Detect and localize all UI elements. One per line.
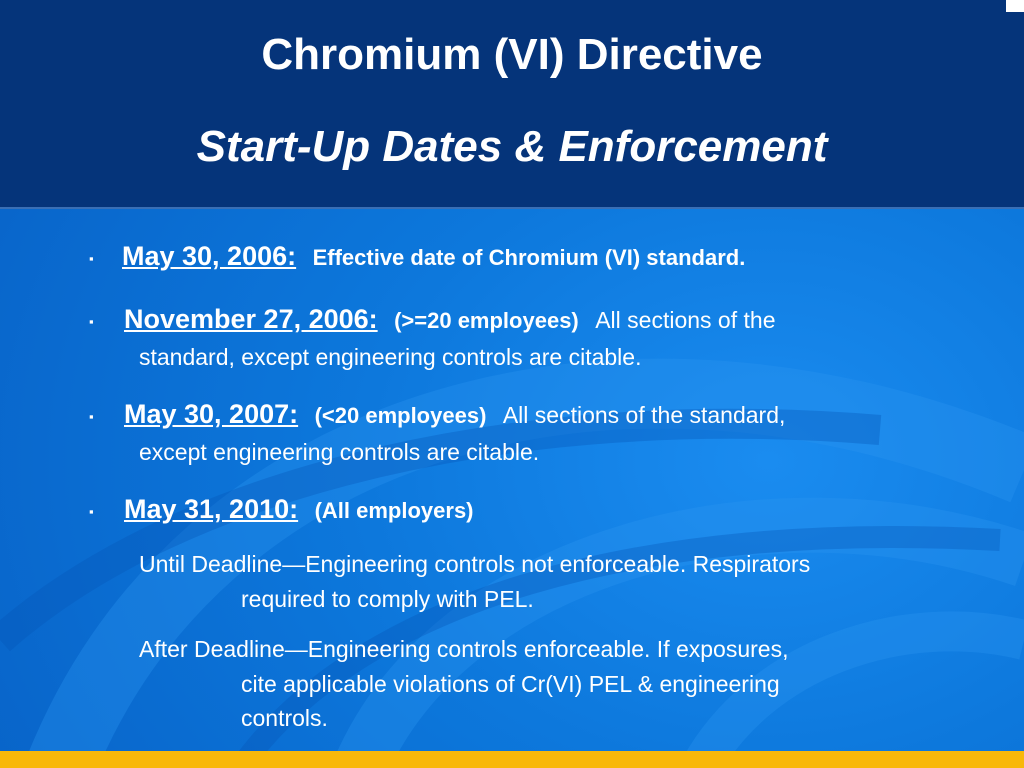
list-item — [124, 494, 474, 525]
slide-title: Chromium (VI) Directive — [261, 30, 763, 79]
bullet-marker: ▪ — [89, 504, 94, 519]
item-text: All sections of the standard, — [502, 402, 786, 428]
list-item — [122, 241, 745, 272]
accent-bar — [0, 751, 1024, 768]
item-continuation: standard, except engineering controls are citable. — [139, 344, 642, 370]
employer-size: (All employers) — [314, 498, 474, 523]
list-item — [124, 399, 785, 430]
sub-item-after-deadline: After Deadline—Engineering controls enforceable. If exposures, — [139, 636, 789, 662]
title-bar — [0, 0, 1024, 209]
corner-mark — [1006, 0, 1024, 12]
sub-item-continuation: controls. — [241, 705, 328, 731]
list-item — [124, 304, 775, 335]
sub-item-continuation: cite applicable violations of Cr(VI) PEL & engineering — [241, 671, 780, 697]
employer-size: (>=20 employees) — [394, 308, 579, 333]
item-text: All sections of the — [595, 307, 776, 333]
slide-subtitle: Start-Up Dates & Enforcement — [196, 122, 828, 171]
sub-item-until-deadline: Until Deadline—Engineering controls not enforceable. Respirators — [139, 551, 811, 577]
sub-item-continuation: required to comply with PEL. — [241, 586, 534, 612]
date-label: November 27, 2006: — [124, 304, 378, 334]
item-detail: Effective date of Chromium (VI) standard. — [312, 245, 746, 270]
bullet-marker: ▪ — [89, 314, 94, 329]
date-label: May 31, 2010: — [124, 494, 299, 524]
date-label: May 30, 2007: — [124, 399, 299, 429]
item-continuation: except engineering controls are citable. — [139, 439, 540, 465]
bullet-marker: ▪ — [89, 251, 94, 266]
employer-size: (<20 employees) — [314, 403, 487, 428]
date-label: May 30, 2006: — [122, 241, 297, 271]
bullet-marker: ▪ — [89, 409, 94, 424]
